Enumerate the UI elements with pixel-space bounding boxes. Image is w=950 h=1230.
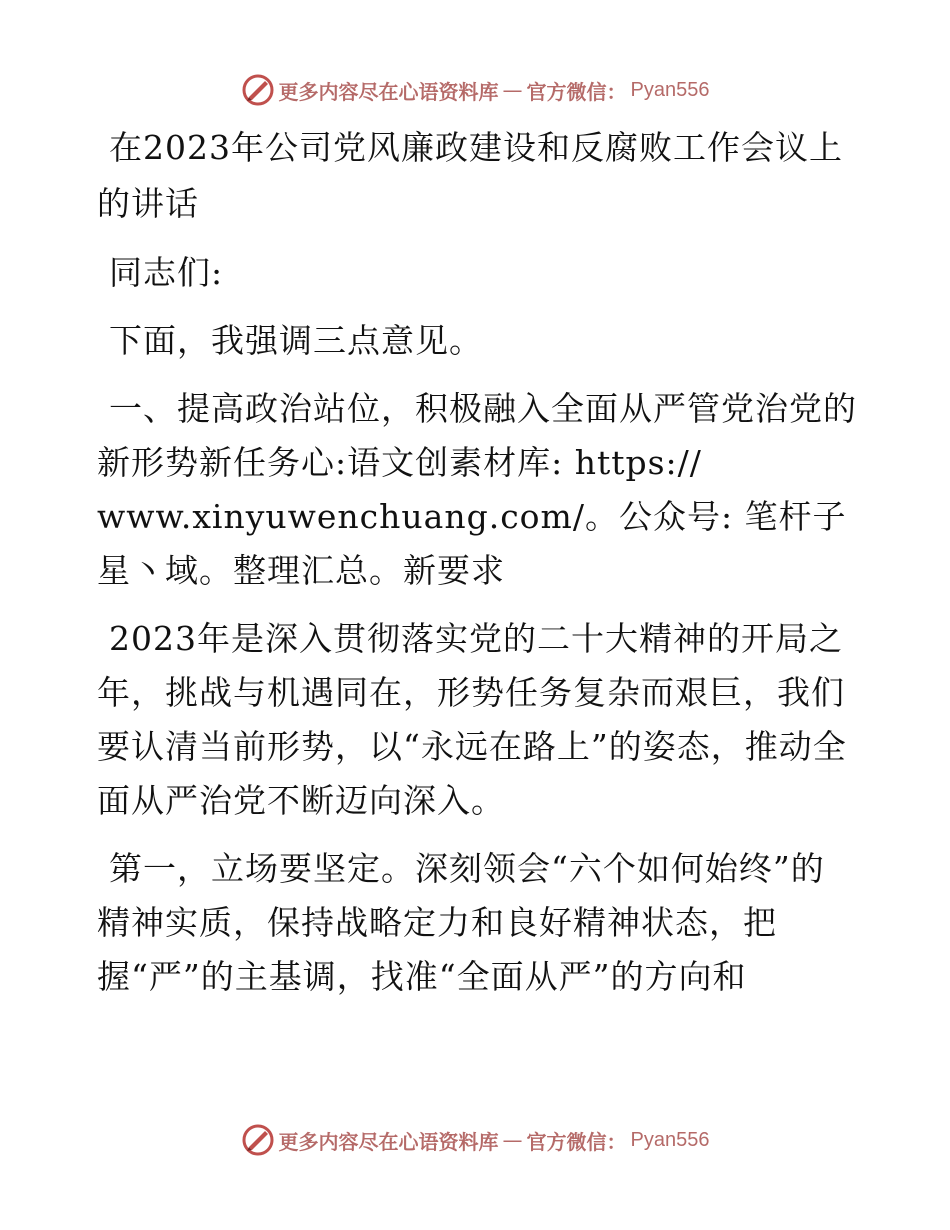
salutation: 同志们:: [109, 253, 224, 292]
document-title: 在2023年公司党风廉政建设和反腐败工作会议上的讲话: [97, 128, 843, 223]
watermark-wechat-id: Pyan556: [630, 78, 710, 101]
watermark-suffix: 官方微信：: [526, 79, 627, 104]
paragraph-1: 2023年是深入贯彻落实党的二十大精神的开局之年，挑战与机遇同在，形势任务复杂而艰巨，我们要认清当前形势，以“永远在路上”的姿态，推动全面从严治党不断迈向深入。: [97, 619, 847, 820]
watermark-suffix: 官方微信：: [526, 1129, 627, 1154]
pen-logo-icon: [241, 1123, 275, 1157]
watermark-separator: —: [502, 1128, 523, 1152]
watermark-footer: [0, 1120, 950, 1160]
document-body: [97, 120, 857, 1018]
intro-paragraph: 下面，我强调三点意见。: [109, 321, 483, 360]
watermark-wechat-id: Pyan556: [630, 1128, 710, 1151]
watermark-text: 更多内容尽在心语资料库: [278, 1129, 499, 1154]
paragraph-2: 第一，立场要坚定。深刻领会“六个如何始终”的精神实质，保持战略定力和良好精神状态，把握“严”的主基调，找准“全面从严”的方向和: [97, 849, 825, 996]
watermark-text: 更多内容尽在心语资料库: [278, 79, 499, 104]
pen-logo-icon: [241, 73, 275, 107]
section-heading-1: 一、提高政治站位，积极融入全面从严管党治党的新形势新任务心:语文创素材库: https:// www.xinyuwenchuang.com/。公众号: 笔杆子星丶域。整理汇总。新要求: [97, 389, 857, 590]
watermark-header: [0, 70, 950, 110]
watermark-separator: —: [502, 78, 523, 102]
